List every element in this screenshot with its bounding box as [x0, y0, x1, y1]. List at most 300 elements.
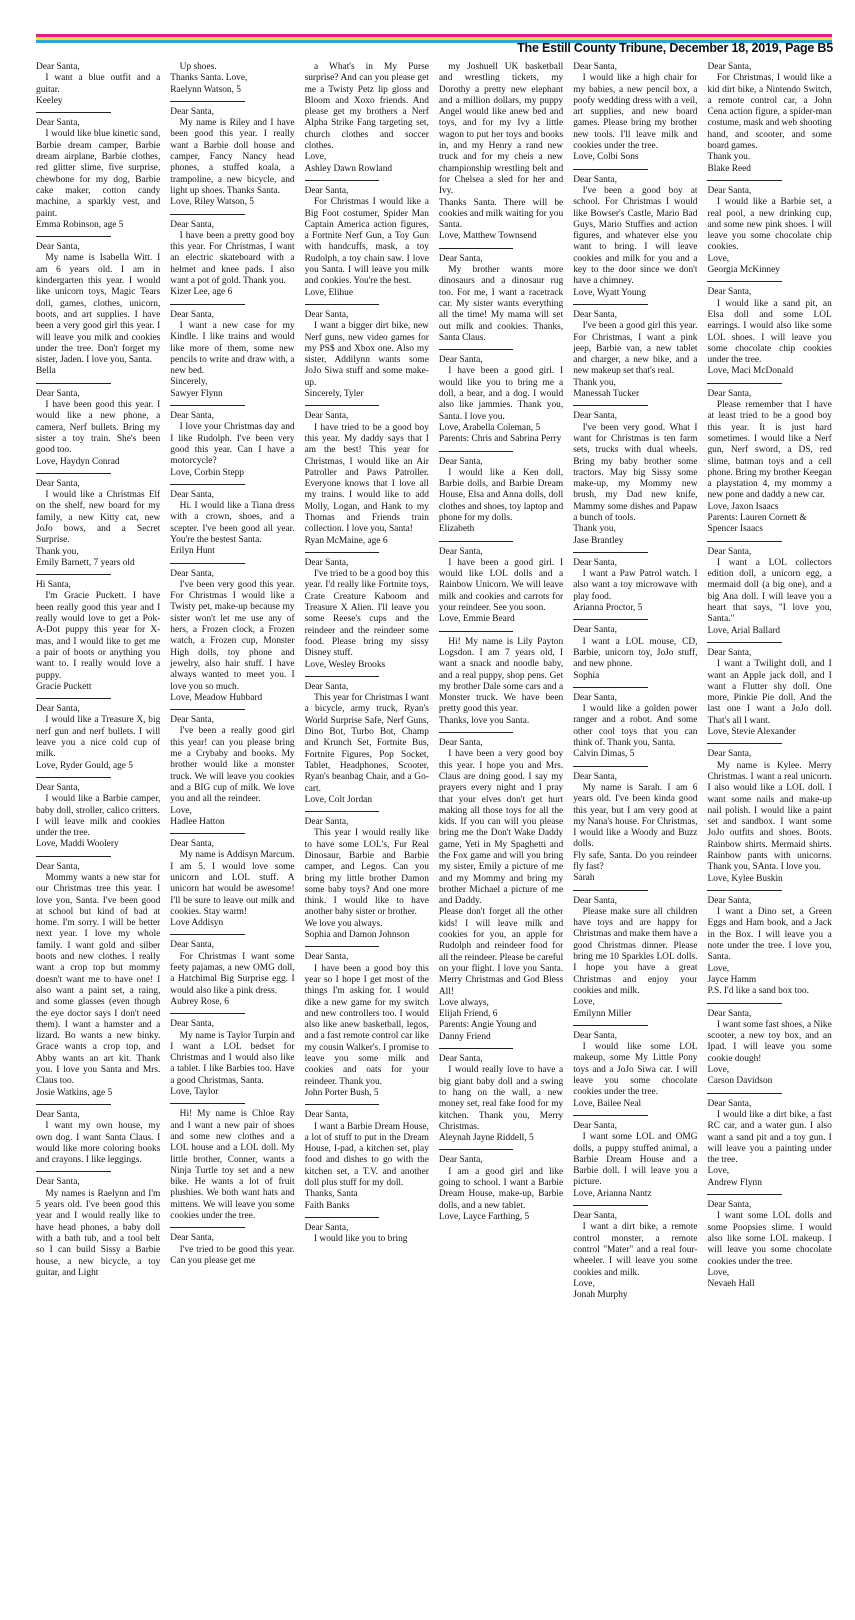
letter-divider — [439, 541, 514, 542]
letter — [170, 310, 294, 400]
column-6 — [707, 62, 831, 1610]
letter-body: I want a new case for my Kindle. I like trains and would like more of them, some new pencils to write and draw with, a new bed. — [170, 320, 295, 377]
letter-salutation: Dear Santa, — [573, 411, 617, 422]
letter — [36, 1110, 160, 1166]
letter — [305, 817, 429, 941]
letter-signature: Love, Riley Watson, 5 — [170, 197, 254, 208]
letter — [305, 186, 429, 299]
letter-salutation: Hi Santa, — [36, 580, 71, 591]
column-3 — [305, 62, 429, 1610]
letter-signature: Emma Robinson, age 5 — [36, 219, 124, 230]
letter-signature: Sincerely, Sawyer Flynn — [170, 377, 223, 399]
letter-body: I want a LOL mouse, CD, Barbie, unicorn toy, JoJo stuff, and new phone. — [573, 636, 698, 670]
letter — [439, 457, 563, 536]
letter-salutation: Dear Santa, — [170, 411, 215, 422]
letter — [170, 1109, 294, 1222]
letter — [707, 186, 831, 276]
letter — [305, 682, 429, 806]
letter-body: My name is Riley and I have been good this year. I really want a Barbie doll house and camper, Fancy Nancy head phones, a stuffed koala, a trampoline, a new bicycle, and light up shoes. Thanks Santa. — [170, 118, 295, 196]
letter-salutation: Dear Santa, — [170, 839, 215, 850]
letter-salutation: Dear Santa, — [573, 1120, 617, 1131]
letter-divider — [305, 676, 380, 677]
letter-divider — [36, 777, 111, 778]
letter-body: I am a good girl and like going to school. I want a Barbie Dream House, make-up, Barbie dolls, and a new tablet. — [438, 1166, 564, 1211]
column-5 — [573, 62, 697, 1610]
letter-signature: Love, Jayce Hamm P.S. I'd like a sand box too. — [707, 963, 809, 997]
letter — [305, 558, 429, 671]
letter-salutation: Dear Santa, — [304, 817, 349, 828]
letter-body: I have been a good boy this year so I hope I get most of the things I'm asking for. I would dike a new game for my switch and new controllers too. I would also like anew basketball, legos, and a fast remote control car like my cousin Walker's. I promise to leave you some milk and cookies and oats for your reindeer. Thank you. — [304, 963, 429, 1087]
letter-signature: Love, Arial Ballard — [707, 625, 781, 636]
letter-divider — [573, 169, 648, 170]
letter — [439, 1054, 563, 1144]
letter-body: I want some LOL and OMG dolls, a puppy stuffed animal, a Barbie Dream House and a Barbie doll. I will leave you a picture. — [573, 1132, 698, 1188]
letter-signature: Love, Maddi Woolery — [36, 839, 119, 850]
letter-divider — [573, 1115, 648, 1116]
letter — [305, 411, 429, 547]
letter-body: This year I would really like to have some LOL's, Fur Real Dinosaur, Barbie and Barbie camper, and Legos. Can you bring my little brother Damon some baby toys? And one more think. I would like to have another baby sister or brother. We love you always. — [304, 828, 429, 929]
letter — [305, 310, 429, 400]
letter-salutation: Dear Santa, — [170, 1233, 215, 1244]
letter-salutation: Dear Santa, — [36, 1177, 80, 1188]
letter-divider — [707, 180, 782, 181]
letter-signature: Thanks, love you Santa. — [438, 715, 530, 726]
letter-divider — [170, 1013, 245, 1014]
letter-body: I would like a Christmas Elf on the shelf, new board for my family, a new Kitty cat, new JoJo bows, and a Secret Surprise. — [36, 490, 161, 546]
letter-body: I love your Christmas day and I like Rudolph. I've been very good this year. Can I have a motorcycle? — [170, 422, 295, 467]
letter-divider — [305, 1217, 380, 1218]
letter — [707, 1099, 831, 1189]
letter-signature: Love, Taylor — [170, 1087, 219, 1098]
letter-divider — [170, 709, 245, 710]
letter-signature: Love, Maci McDonald — [707, 366, 794, 377]
letter-signature: Aubrey Rose, 6 — [170, 996, 229, 1007]
letter-divider — [439, 248, 514, 249]
letter-divider — [707, 383, 782, 384]
letter-signature: Ryan McMaine, age 6 — [304, 535, 388, 546]
letter — [170, 839, 294, 929]
letter-salutation: Dear Santa, — [36, 861, 80, 872]
letter-body: I want a Twilight doll, and I want an Apple jack doll, and I want a Flutter shy doll. One more, Pinkie Pie doll. And the last one I want a JoJo doll. That's all I want. — [707, 659, 832, 726]
letter-signature: Gracie Puckett — [36, 681, 92, 692]
letter-body: Hi! My name is Lily Payton Logsdon. I am 7 years old, I want a snack and noodle baby, and a real puppy, shop pens. Get my brother Dale some cars and a Monster truck. We have been pretty good this year. — [438, 636, 564, 715]
letter-divider — [439, 732, 514, 733]
letter-divider — [170, 1103, 245, 1104]
letter-divider — [36, 383, 111, 384]
letter-body: I have been a good girl. I would like you to bring me a doll, a bear, and a dog. I would also like jammies. Thank you, Santa. I love you. — [438, 366, 564, 422]
letter-body: My name is Kylee. Merry Christmas. I want a real unicorn. I also would like a LOL doll. I want some nails and make-up nail polish. I would like a paint set and sandbox. I want some JoJo outfits and shoes. Boots. Rainbow shirts. Mermaid shirts. Rainbow pants with unicorns. Thank you, SAnta. I love you. — [707, 760, 832, 873]
letter-signature: Kizer Lee, age 6 — [170, 287, 233, 298]
letter-divider — [305, 304, 380, 305]
letter-body: I would like a Ken doll, Barbie dolls, and Barbie Dream House, Elsa and Anna dolls, doll clothes and shoes, toy laptop and phone for my dolls. — [438, 467, 564, 523]
letter-salutation: Dear Santa, — [573, 625, 617, 636]
letter-body: I would like a golden power ranger and a robot. And some other cool toys that you can think of. Thank you, Santa. — [573, 704, 698, 749]
letter — [439, 547, 563, 626]
letter-body: Please remember that I have at least tried to be a good boy this year. It is just hard sometimes. I would like a Nerf gun, Nerf sword, a DS, red slime, batman toys and a cell phone. Bring my brother Keegan a playstation 4, my mommy a new pone and daddy a new car. — [707, 400, 832, 501]
letter-salutation: Dear Santa, — [36, 782, 80, 793]
letter-body: I want some fast shoes, a Nike scooter, a new toy box, and an Ipad. I will leave you some cookie dough! — [707, 1019, 832, 1064]
letter-divider — [36, 856, 111, 857]
letter-signature: Love, Ryder Gould, age 5 — [36, 760, 133, 771]
letter-signature: Love, Colt Jordan — [304, 794, 373, 805]
letter-body: My name is Sarah. I am 6 years old. I've been kinda good this year, but I am very good at my Nana's house. For Christmas, I would like a Woody and Buzz dolls. Fly safe, Santa. Do you reindeer fly fast? — [573, 782, 698, 872]
letter-body: I want a Dino set, a Green Eggs and Ham book, and a Jack in the Box. I will leave you a note under the tree. I love you, Santa. — [707, 907, 832, 963]
letter-body: For Christmas I would like a Big Foot costumer, Spider Man Captain America action figures, a Fortnite Nerf Gun, a Toy Gun with handcuffs, mask, a toy Rudolph, a toy chain saw. I love you Santa. I will leave you milk and cookies. You're the best. — [304, 197, 429, 287]
letter — [573, 896, 697, 1020]
letter — [36, 242, 160, 378]
letter — [573, 772, 697, 885]
letter — [707, 648, 831, 738]
letter-body: a What's in My Purse surprise? And can you please get me a Twisty Petz lip gloss and Bloom and Xoxo friends. And please get my brothers a Nerf Alpha Strike Fang targeting set, church clothes and soccer clothes. — [304, 62, 429, 152]
letter-salutation: Dear Santa, — [170, 940, 215, 951]
letter — [170, 1233, 294, 1267]
letter — [36, 862, 160, 1099]
letter-body: I want some LOL dolls and some Poopsies slime. I would also like some LOL makeup. I will leave you some chocolate cookies under the tree. — [707, 1211, 832, 1267]
letter-divider — [573, 405, 648, 406]
letter-divider — [573, 1205, 648, 1206]
letter-body: I've tried to be good this year. Can you please get me — [170, 1244, 295, 1266]
letter-signature: Aleynah Jayne Riddell, 5 — [438, 1133, 534, 1144]
letter — [707, 896, 831, 998]
letter-salutation: Dear Santa, — [170, 106, 215, 117]
letter-body: I want my own house, my own dog. I want Santa Claus. I would like more coloring books and crayons. I like leggings. — [36, 1121, 161, 1166]
letter-salutation: Dear Santa, — [707, 62, 752, 72]
letter-salutation: Dear Santa, — [573, 557, 617, 568]
letter-salutation: Dear Santa, — [170, 309, 215, 320]
letter-salutation: Dear Santa, — [36, 62, 80, 72]
letter-signature: Love, Colbi Sons — [573, 152, 639, 163]
letter-divider — [170, 484, 245, 485]
letter-salutation: Dear Santa, — [573, 692, 617, 703]
letter-signature: Thanks, Santa Faith Banks — [304, 1189, 358, 1211]
letter — [707, 749, 831, 885]
letter-divider — [36, 473, 111, 474]
letter-body: This year for Christmas I want a bicycle, army truck, Ryan's World Surprise Safe, Nerf Guns, Dino Bot, Turbo Bot, Champ and Krunch Set, Fortnite Bus, Fortnite Figures, Pop Socket, Tablet, Headphones, Scooter, Ryan's beanbag Chair, and a Go-cart. — [304, 693, 429, 794]
letter — [170, 490, 294, 558]
letter-signature: Love, Haydyn Conrad — [36, 456, 120, 467]
letter-body: I would like you to bring — [304, 1234, 408, 1245]
letter-salutation: Dear Santa, — [707, 388, 752, 399]
letter-body: My name is Isabella Witt. I am 6 years old. I am in kindergarten this year. I would like unicorn toys, Magic Tears doll, games, clothes, unicorn, boots, and art supplies. I have been a very good girl this year. I will leave you milk and cookies under the tree. Don't forget my sister, Jaden. I love you, Santa. — [36, 253, 161, 366]
letter-body: My brother wants more dinosaurs and a dinosaur rug too. For me, I want a racetrack car. My sister wants everything all the time! My mama will set out milk and cookies. Thanks, Santa Claus. — [438, 265, 564, 343]
letter — [439, 1155, 563, 1223]
letter-divider — [573, 890, 648, 891]
letter — [573, 558, 697, 614]
letter-signature: Thank you, Emily Barnett, 7 years old — [36, 546, 135, 568]
letter-signature: Love, Meadow Hubbard — [170, 692, 263, 703]
letter-divider — [707, 1194, 782, 1195]
letter-salutation: Dear Santa, — [707, 749, 752, 760]
letter-salutation: Dear Santa, — [438, 1054, 483, 1065]
letter-divider — [170, 934, 245, 935]
letter-signature: Love, Georgia McKinney — [707, 253, 780, 276]
letter-salutation: Dear Santa, — [573, 62, 617, 72]
column-2 — [170, 62, 294, 1610]
letter — [573, 1121, 697, 1200]
letter-signature: Love, Jaxon Isaacs Parents: Lauren Cornett & Spencer Isaacs — [707, 501, 807, 535]
letter-salutation: Dear Santa, — [438, 546, 483, 557]
letter-divider — [573, 619, 648, 620]
letter — [707, 547, 831, 637]
letter-body: I've been a good boy at school. For Christmas I would like Bowser's Castle, Mario Bad Guys, Mario Stuffies and action figures, and whatever else you want to bring. I will leave cookies and milk for you and a key to the door since we don't have a chimney. — [573, 185, 698, 287]
letter — [573, 1211, 697, 1301]
letter — [305, 62, 429, 175]
letter — [305, 952, 429, 1099]
letter-divider — [439, 349, 514, 350]
letter-salutation: Dear Santa, — [170, 715, 215, 726]
letter-salutation: Dear Santa, — [573, 309, 617, 320]
letter-body: I've been very good this year. For Christmas I would like a Twisty pet, make-up because my sister won't let me use any of hers, a Frozen clock, a Frozen watch, a Frozen cup, Monster High dolls, toy phone and jewelry, also hair stuff. I have always wanted to meet you. I love you so much. — [170, 579, 295, 692]
letter-body: I've tried to be a good boy this year. I'd really like Fortnite toys, Crate Creature Kaboom and Treasure X Alien. I'll leave you some Reese's cups and the reindeer and the reindeer some food. Please bring my sissy Disney stuff. — [304, 569, 429, 659]
letter — [36, 118, 160, 231]
letter — [170, 411, 294, 479]
letter-divider — [573, 552, 648, 553]
letter-divider — [439, 631, 514, 632]
letter-body: I've been very good. What I want for Christmas is ten farm sets, trucks with dual wheels. Bring my baby brother some tractors. May big Sissy some make-up, my Mommy new brush, my Dad new knife, Mammy some dishes and Papaw a bunch of tools. — [573, 422, 698, 523]
letter-signature: Love, Wesley Brooks — [304, 659, 386, 670]
letter-signature: Love, Nevaeh Hall — [707, 1267, 755, 1290]
letter-body: Hi. I would like a Tiana dress with a crown, shoes, and a scepter. I've been good all year. You're the bestest Santa. — [170, 501, 295, 545]
letter-divider — [573, 766, 648, 767]
letter-salutation: Dear Santa, — [36, 704, 80, 715]
letter-divider — [573, 1025, 648, 1026]
letter — [36, 62, 160, 107]
letter-salutation: Dear Santa, — [573, 895, 617, 906]
letter-body: I would like a Barbie camper, baby doll, stroller, calico critters. I will leave milk and cookies under the tree. — [36, 794, 161, 839]
letter-signature: Love, Emmie Beard — [438, 614, 515, 625]
letter-divider — [36, 574, 111, 575]
letter-signature: Thank you, Manessah Tucker — [573, 377, 640, 400]
letter-body: I want a blue outfit and a guitar. — [36, 73, 161, 95]
letter-body: I have tried to be a good boy this year. My daddy says that I am the best! This year for Christmas, I would like an Air Patroller and Paws Patroller. Everyone knows that I love all my trains. I would like to add Molly, Logan, and Hank to my Thomas and Friends train collection. I love you, Santa! — [304, 422, 429, 535]
letter — [707, 62, 831, 175]
letter-signature: Elizabeth — [438, 524, 475, 535]
letter-divider — [305, 1104, 380, 1105]
letter-divider — [170, 214, 245, 215]
letter-divider — [36, 236, 111, 237]
letter-body: I would like some LOL makeup, some My Little Pony toys and a JoJo Siwa car. I will leave you some chocolate cookies under the tree. — [573, 1042, 698, 1098]
letter-signature: Love, Carson Davidson — [707, 1065, 773, 1087]
letter-salutation: Dear Santa, — [36, 242, 80, 253]
letter-divider — [707, 890, 782, 891]
letter-salutation: Dear Santa, — [707, 185, 752, 196]
letter-salutation: Dear Santa, — [707, 1008, 752, 1019]
letter-salutation: Dear Santa, — [707, 546, 752, 557]
column-4 — [439, 62, 563, 1610]
letter-body: I would really love to have a big giant baby doll and a swing to hang on the wall, a new money set, real fake food for my kitchen. Thank you, Merry Christmas. — [438, 1065, 564, 1132]
letter-divider — [170, 101, 245, 102]
letter-signature: Love, Kylee Buskin — [707, 873, 783, 884]
letter-signature: Sophia — [573, 670, 600, 681]
letter-salutation: Dear Santa, — [438, 253, 483, 264]
letter-divider — [170, 304, 245, 305]
letter — [707, 287, 831, 377]
letter-divider — [707, 1093, 782, 1094]
letter-divider — [36, 698, 111, 699]
letter-body: My names is Raelynn and I'm 5 years old. I've been good this year and I would really like to have head phones, a baby doll with a bath tub, and a tool belt so I can build Sissy a Barbie house, a new bicycle, a toy guitar, and Light — [36, 1188, 161, 1278]
letter — [439, 62, 563, 243]
letter-body: I want a bigger dirt bike, new Nerf guns, new video games for my PS$ and Xbox one. Also my sister, Addilynn wants some JoJo Siwa stuff and some make-up. — [304, 321, 429, 388]
letter — [439, 355, 563, 445]
letter-body: I want a dirt bike, a remote control monster, a remote control "Mater" and a real four-wheeler. I will leave you some cookies and milk. — [573, 1222, 698, 1278]
letter-signature: Keeley — [36, 95, 63, 106]
letter-divider — [305, 180, 380, 181]
letter-salutation: Dear Santa, — [304, 1222, 349, 1233]
letter-divider — [170, 1227, 245, 1228]
letter-salutation: Dear Santa, — [707, 1098, 752, 1109]
letter-body: I want a Paw Patrol watch. I also want a toy microwave with play food. — [573, 569, 698, 602]
letter-salutation: Dear Santa, — [438, 1155, 483, 1166]
letter-salutation: Dear Santa, — [573, 174, 617, 185]
letter-body: I have been a very good boy this year. I hope you and Mrs. Claus are doing good. I say my prayers every night and I pray that your elves don't get hurt making all those toys for all the kids. If you can will you please bring me the Don't Wake Daddy game, Yeti in My Spaghetti and the Fox game and will you bring my sister, Emily a picture of me and my Mommy and bring my brother Michael a picture of me and Daddy. Please don't forget all the other kids! I will leave milk and cookies for you, an apple for Rudolph and reindeer food for all the reindeer. Please be careful on your flight. I love you Santa. Merry Christmas and God Bless All! — [438, 749, 564, 997]
letter-salutation: Dear Santa, — [573, 771, 617, 782]
letter-salutation: Dear Santa, — [36, 118, 80, 129]
letter-divider — [36, 1171, 111, 1172]
letter — [36, 479, 160, 569]
letter-divider — [707, 1003, 782, 1004]
letter — [573, 411, 697, 547]
column-1 — [36, 62, 160, 1610]
letter-signature: Sophia and Damon Johnson — [304, 930, 410, 941]
page-header: The Estill County Tribune, December 18, 2019, Page B5 — [517, 41, 833, 55]
letter-body: I have been a good girl. I would like LOL dolls and a Rainbow Unicorn. We will leave milk and cookies and carrots for your reindeer. See you soon. — [438, 557, 564, 614]
letter-divider — [305, 811, 380, 812]
letter-signature: Josie Watkins, age 5 — [36, 1087, 113, 1098]
letter-body: I've been a really good girl this year! can you please bring me a Crybaby and books. My brother would like a monster truck. We will leave you cookies and a BIG cup of milk. We love you and all the reindeer. — [170, 726, 295, 805]
letter-salutation: Dear Santa, — [304, 557, 349, 568]
letter-salutation: Dear Santa, — [438, 355, 483, 366]
letter-body: I would like a Treasure X, big nerf gun and nerf bullets. I will leave you a nice cold cup of milk. — [36, 715, 161, 760]
letter-salutation: Dear Santa, — [438, 738, 483, 749]
letter-signature: Love, Andrew Flynn — [707, 1166, 762, 1188]
letter-divider — [170, 563, 245, 564]
letter — [439, 738, 563, 1043]
letter-body: My name is Taylor Turpin and I want a LOL bedset for Christmas and I would also like a tablet. I like Barbies too. Have a good Christmas, Santa. — [170, 1030, 295, 1086]
letter — [36, 783, 160, 851]
letter-divider — [707, 541, 782, 542]
letter-signature: Thanks Santa. Love, Raelynn Watson, 5 — [170, 73, 248, 95]
letter-signature: Calvin Dimas, 5 — [573, 749, 635, 760]
letter-body: I want a Barbie Dream House, a lot of stuff to put in the Dream House, I-pad, a kitchen set, play food and dishes to go with the kitchen set, a T.V. and another doll plus stuff for my doll. — [304, 1121, 429, 1189]
letter — [170, 107, 294, 209]
letter-signature: Love, Emilynn Miller — [573, 997, 632, 1019]
letter-signature: Love, Ashley Dawn Rowland — [304, 152, 393, 174]
letter — [36, 389, 160, 468]
letter-body: Up shoes. — [170, 62, 217, 72]
letter-signature: Love, Corbin Stepp — [170, 467, 244, 478]
letter-divider — [305, 405, 380, 406]
letter-salutation: Dear Santa, — [304, 411, 349, 422]
letter-divider — [439, 1149, 514, 1150]
letter-body: I would like blue kinetic sand, Barbie dream camper, Barbie dream airplane, Barbie clothes, red glitter slime, five surprise, chewbone for my dog, Barbie cake maker, cotton candy machine, a sparkly vest, and paint. — [36, 129, 161, 219]
letter-signature: Erilyn Hunt — [170, 546, 215, 557]
letter-divider — [170, 405, 245, 406]
letter-salutation: Dear Santa, — [707, 287, 752, 298]
letter — [170, 1019, 294, 1098]
letter-divider — [707, 281, 782, 282]
letter-body: my Joshuell UK basketball and wrestling tickets, my Dorothy a pretty new elephant and a million dollars, my puppy Angel would like anew bed and toys, and for my Ivy a little wagon to put her toys and books in, and my Henry a rand new truck and for my cheis a new championship wrestling belt and for Chelsea a sled for her and Ivy. Thanks Santa. There will be cookies and milk waiting for you Santa. — [438, 62, 564, 231]
letter-salutation: Dear Santa, — [438, 456, 483, 467]
letter-salutation: Dear Santa, — [170, 219, 215, 230]
letter-salutation: Dear Santa, — [707, 647, 752, 658]
letter-salutation: Dear Santa, — [304, 185, 349, 196]
letter — [170, 940, 294, 1008]
letter — [36, 580, 160, 693]
letter-divider — [439, 1048, 514, 1049]
letter-signature: Love, Hadlee Hatton — [170, 805, 225, 827]
letter-body: For Christmas, I would like a kid dirt bike, a Nintendo Switch, a remote control car, a John Cena action figure, a spider-man costume, mask and web shooting hand, and scooter, and some board games. — [707, 73, 832, 152]
letter-signature: Love, Matthew Townsend — [438, 231, 537, 242]
letter — [439, 637, 563, 727]
letter — [36, 1177, 160, 1279]
letter-signature: Love Addisyn — [170, 918, 224, 929]
letter — [573, 693, 697, 761]
letter-divider — [305, 552, 380, 553]
letter-signature: Love, Stevie Alexander — [707, 727, 796, 738]
letter — [573, 1031, 697, 1110]
letter-divider — [707, 642, 782, 643]
letter-salutation: Dear Santa, — [573, 1030, 617, 1041]
letter-divider — [36, 1104, 111, 1105]
letter — [573, 175, 697, 299]
letter-salutation: Dear Santa, — [36, 388, 80, 399]
letter — [707, 1009, 831, 1088]
letter-body: I have been good this year. I would like a new phone, a camera, Nerf bullets. Bring my sister a toy train. She's been good too. — [36, 400, 161, 456]
letter-body: My name is Addisyn Marcum. I am 5. I would love some unicorn and LOL stuff. A unicorn hat would be awesome! I'll be sure to leave out milk and cookies. Stay warm! — [170, 850, 295, 917]
letter-signature: Thank you, Jase Brantley — [573, 524, 624, 546]
letter-divider — [573, 687, 648, 688]
letter-divider — [573, 304, 648, 305]
letter-body: I would like a dirt bike, a fast RC car, and a water gun. I also want a sand pit and a toy gun. I will leave you a painting under the tree. — [707, 1109, 832, 1166]
letter-signature: Arianna Proctor, 5 — [573, 603, 643, 614]
letter-divider — [170, 833, 245, 834]
letter — [170, 62, 294, 96]
letter-salutation: Dear Santa, — [304, 1110, 349, 1121]
letter-body: For Christmas I want some feety pajamas, a new OMG doll, a Hatchimal Big Surprise egg. I would also like a pink dress. — [170, 951, 295, 996]
letter — [573, 625, 697, 681]
letter-body: I want a LOL collectors edition doll, a unicorn egg, a mermaid doll (a big one), and a big Ana doll. I will leave you a heart that says, "I love you, Santa." — [707, 557, 832, 625]
letter-salutation: Dear Santa, — [36, 1109, 80, 1120]
letter-body: I would like a Barbie set, a real pool, a new drinking cup, and some new pink shoes. I will leave you some chocolate chip cookies. — [707, 197, 832, 253]
letter — [305, 1110, 429, 1212]
letter — [170, 220, 294, 299]
letter-signature: Sincerely, Tyler — [304, 389, 364, 400]
letter — [707, 389, 831, 536]
letter-salutation: Dear Santa, — [170, 568, 215, 579]
letter-divider — [439, 451, 514, 452]
letter — [36, 704, 160, 772]
letter-divider — [36, 112, 111, 113]
letter-body: I would like a high chair for my babies, a new pencil box, a poofy wedding dress with a veil, art supplies, and new board games. Please bring my brother new tools. I'll leave milk and cookies under the tree. — [573, 73, 698, 152]
letter-salutation: Dear Santa, — [304, 681, 349, 692]
letter — [170, 569, 294, 705]
letter-body: I would like a sand pit, an Elsa doll and some LOL earrings. I would also like some LOL shoes. I will leave you some chocolate chip cookies under the tree. — [707, 298, 832, 366]
letter-salutation: Dear Santa, — [707, 895, 752, 906]
letters-columns — [36, 62, 832, 1610]
letter-signature: Thank you. Blake Reed — [707, 152, 751, 174]
letter-signature: Love, Bailee Neal — [573, 1098, 642, 1109]
letter-salutation: Dear Santa, — [170, 1019, 215, 1030]
letter-signature: Love, Wyatt Young — [573, 287, 646, 298]
letter-body: Please make sure all children have toys and are happy for Christmas and make them have a good Christmas dinner. Please bring me 10 Sparkles LOL dolls. I hope you have a great Christmas and enjoy your cookies and milk. — [573, 906, 698, 996]
letter-signature: Love, Elihue — [304, 287, 354, 298]
letter-salutation: Dear Santa, — [170, 489, 215, 500]
letter-signature: Love always, Elijah Friend, 6 Parents: Angie Young and Danny Friend — [438, 997, 537, 1042]
letter-signature: Sarah — [573, 873, 595, 884]
letter-body: I have been a pretty good boy this year. For Christmas, I want an electric skateboard with a helmet and knee pads. I also want a pot of gold. Thank you. — [170, 230, 295, 287]
letter-body: Hi! My name is Chloe Ray and I want a new pair of shoes and some new clothes and a LOL house and a LOL doll. My little brother, Conner, wants a Ninja Turtle toy set and a new bike. He wants a lot of fruit plushies. We both want hats and mittens. We will leave you some cookies under the tree. — [170, 1109, 295, 1222]
letter-signature: Love, Arabella Coleman, 5 Parents: Chris and Sabrina Perry — [438, 422, 562, 445]
